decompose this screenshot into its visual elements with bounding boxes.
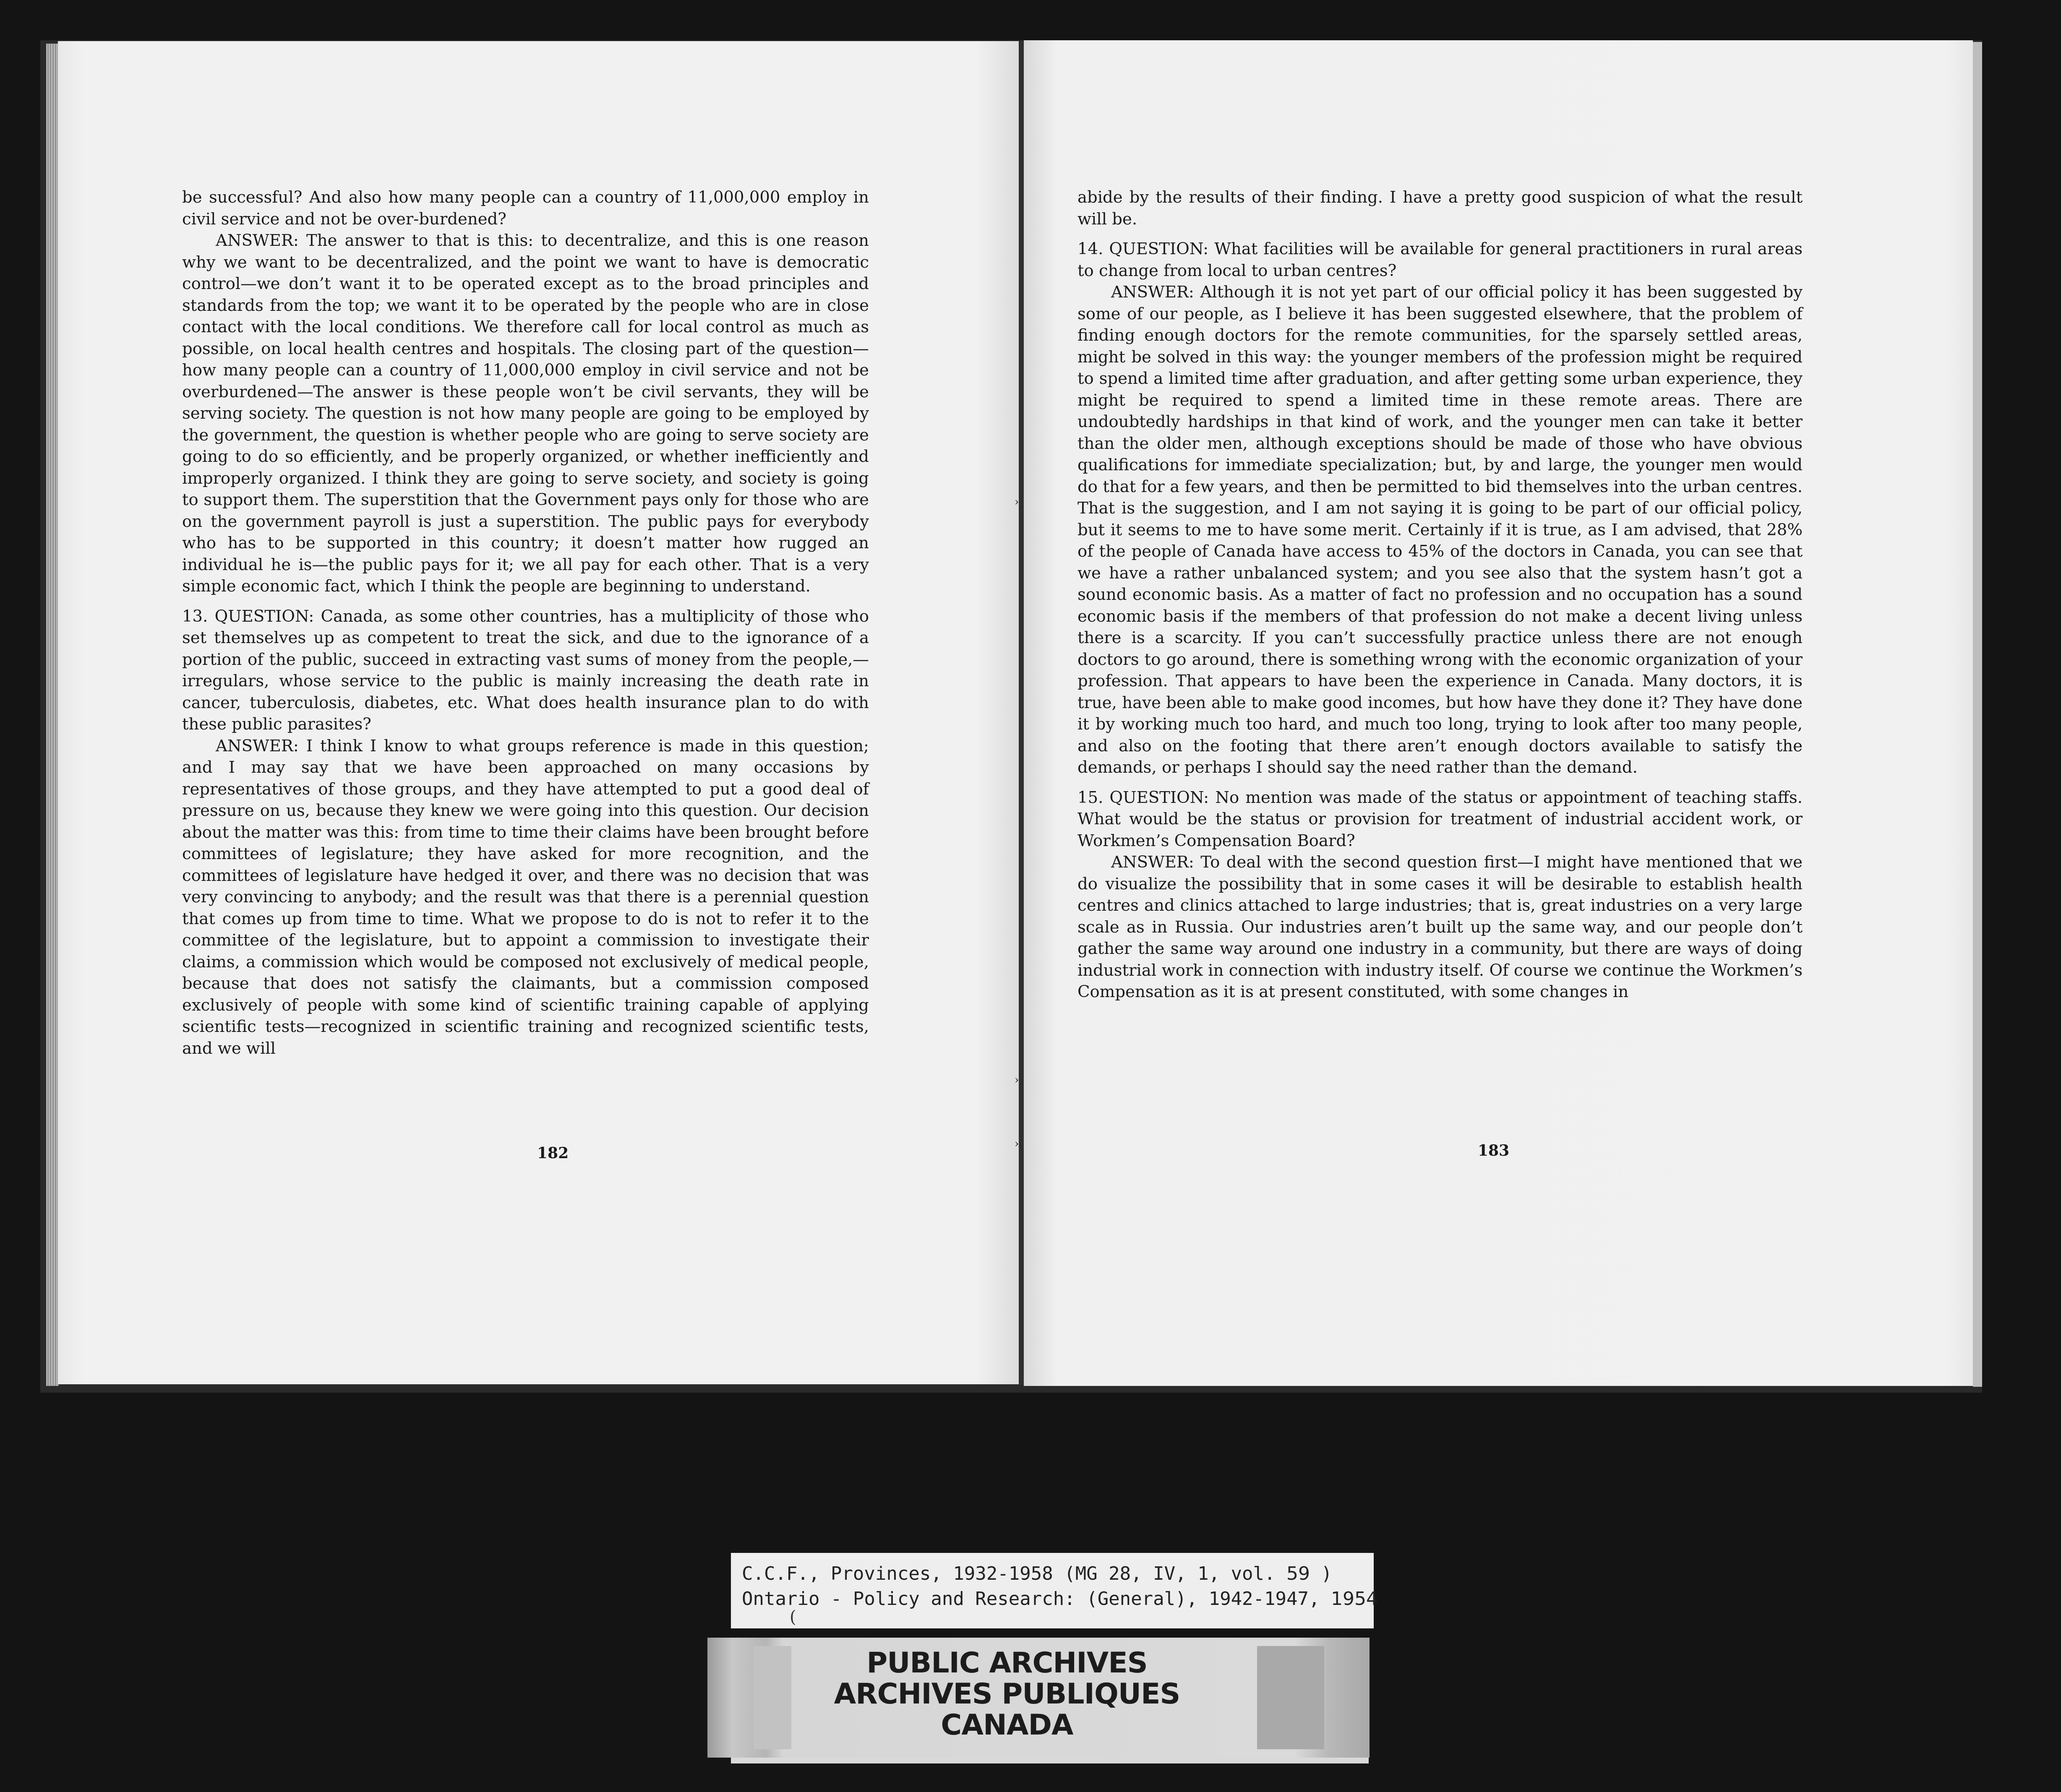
page-number-right: 183: [1478, 1142, 1510, 1159]
binding-mark: ›: [1015, 1074, 1019, 1086]
book-page-edges: [46, 44, 59, 1386]
archive-label-text: C.C.F., Provinces, 1932-1958 (MG 28, IV, 1, vol.: [742, 1563, 1276, 1584]
answer-13: ANSWER: I think I know to what groups reference is made in this question; and I may say that we have been approached on many occasions by representatives of those groups, and they have attempted to put a good deal of pressure on us, because they knew we were going into this question. Our decision about the matter was this: from time to time their claims have been brought before committees of legislature; they have asked for more recognition, and the committees of legislature have hedged it over, and there was no decision that was very convincing to anybody; and the result was that there is a perennial question that comes up from time to time. What we propose to do is not to refer it to the committee of the legislature, but to appoint a commission to investigate their claims, a commission which would be composed not exclusively of medical people, because that does not satisfy the claimants, but a commission composed exclusively of people with some kind of scientific training capable of applying scientific tests—recognized in scientific training and recognized scientific tests, and we will: [182, 736, 869, 1058]
binding-mark: ›: [1015, 496, 1019, 508]
page-number-left: 182: [537, 1144, 569, 1162]
question-14: 14. QUESTION: What facilities will be available for general practitioners in rural areas to change from local to urban centres?: [1077, 240, 1803, 280]
book-gutter: [1019, 41, 1024, 1385]
answer-15: ANSWER: To deal with the second question first—I might have mentioned that we do visualize the possibility that in some cases it will be desirable to establish health centres and clinics attached to large industries; that is, great industries on a very large scale as in Russia. Our industries aren’t built up the same way, and our people don’t gather the same way around one industry in a community, but there are ways of doing industrial work in connection with industry itself. Of course we continue the Workmen’s Compensation as it is at present constituted, with some changes in: [1077, 853, 1803, 1001]
question-15: 15. QUESTION: No mention was made of the status or appointment of teaching staffs. What would be the status or provision for treatment of industrial accident work, or Workmen’s Compensation Board?: [1077, 788, 1803, 850]
worn-patch: [1257, 1646, 1324, 1749]
pencil-mark: (: [790, 1607, 796, 1627]
archive-label-line-2: [742, 1587, 1378, 1611]
right-page-edge: [1973, 42, 1982, 1387]
archive-label-line-1: [742, 1562, 1332, 1586]
stamp-line: PUBLIC ARCHIVES: [866, 1646, 1148, 1680]
paragraph: ANSWER: The answer to that is this: to decentralize, and this is one reason why we want to be decentralized, and the point we want to have is democratic control—we don’t want it to be operated except as to the broad principles and standards from the top; we want it to be operated by the people who are in close contact with the local conditions. We therefore call for local control as much as possible, on local health centres and hospitals. The closing part of the question—how many people can a country of 11,000,000 employ in civil service and not be overburdened—The answer is these people won’t be civil servants, they will be serving society. The question is not how many people are going to be employed by the government, the question is whether people who are going to serve society are going to do so efficiently, and be properly organized, or whether inefficiently and improperly organized. I think they are going to serve society, and society is going to support them. The superstition that the Government pays only for those who are on the government payroll is just a superstition. The public pays for everybody who has to be supported in this country; it doesn’t matter how rugged an individual he is—the public pays for it; we all pay for each other. That is a very simple economic fact, which I think the people are beginning to understand.: [182, 231, 869, 596]
archive-label-card: [731, 1553, 1378, 1628]
handwritten-year: 1954: [1331, 1588, 1378, 1610]
question-13: 13. QUESTION: Canada, as some other countries, has a multiplicity of those who set themselves up as competent to treat the sick, and due to the ignorance of a portion of the public, succeed in extracting vast sums of money from the people,—irregulars, whose service to the public is mainly increasing the death rate in cancer, tuberculosis, diabetes, etc. What does health insurance plan to do with these public parasites?: [182, 607, 869, 734]
paragraph: be successful? And also how many people can a country of 11,000,000 employ in civil service and not be over-burdened?: [182, 188, 869, 229]
binding-mark: ›: [1015, 1138, 1019, 1150]
left-page-text: [182, 187, 869, 1059]
archive-label-text: Ontario - Policy and Research: (General), 1942-1947,: [742, 1588, 1320, 1610]
public-archives-stamp: [755, 1648, 1259, 1741]
stamp-line: ARCHIVES PUBLIQUES: [834, 1677, 1180, 1711]
right-page-text: [1077, 187, 1803, 1003]
paragraph: abide by the results of their finding. I have a pretty good suspicion of what the result will be.: [1077, 188, 1803, 229]
stamp-line: CANADA: [941, 1709, 1073, 1742]
answer-14: ANSWER: Although it is not yet part of our official policy it has been suggested by some of our people, as I believe it has been suggested elsewhere, that the problem of finding enough doctors for the remote communities, for the sparsely settled areas, might be solved in this way: the younger members of the profession might be required to spend a limited time after graduation, and after getting some urban experience, they might be required to spend a limited time in these remote areas. There are undoubtedly hardships in that kind of work, and the younger men can take it better than the older men, although exceptions should be made of those who have obvious qualifications for immediate specialization; but, by and large, the younger men would do that for a few years, and then be permitted to bid themselves into the urban centres. That is the suggestion, and I am not saying it is going to be part of our official policy, but it seems to me to have some merit. Certainly if it is true, as I am advised, that 28% of the people of Canada have access to 45% of the doctors in Canada, you can see that we have a rather unbalanced system; and you see also that the system hasn’t got a sound economic basis. As a matter of fact no profession and no occupation has a sound economic basis if the members of that profession do not make a decent living unless there is a scarcity. If you can’t successfully practice unless there are not enough doctors to go around, there is something wrong with the economic organization of your profession. That appears to have been the experience in Canada. Many doctors, it is true, have been able to make good incomes, but how have they done it? They have done it by working much too hard, and much too long, trying to look after too many people, and also on the footing that there aren’t enough doctors available to satisfy the demands, or perhaps I should say the need rather than the demand.: [1077, 283, 1803, 777]
archive-label-paren: ): [1321, 1563, 1333, 1584]
handwritten-volume: 59: [1286, 1563, 1310, 1584]
label-base: [731, 1758, 1369, 1763]
